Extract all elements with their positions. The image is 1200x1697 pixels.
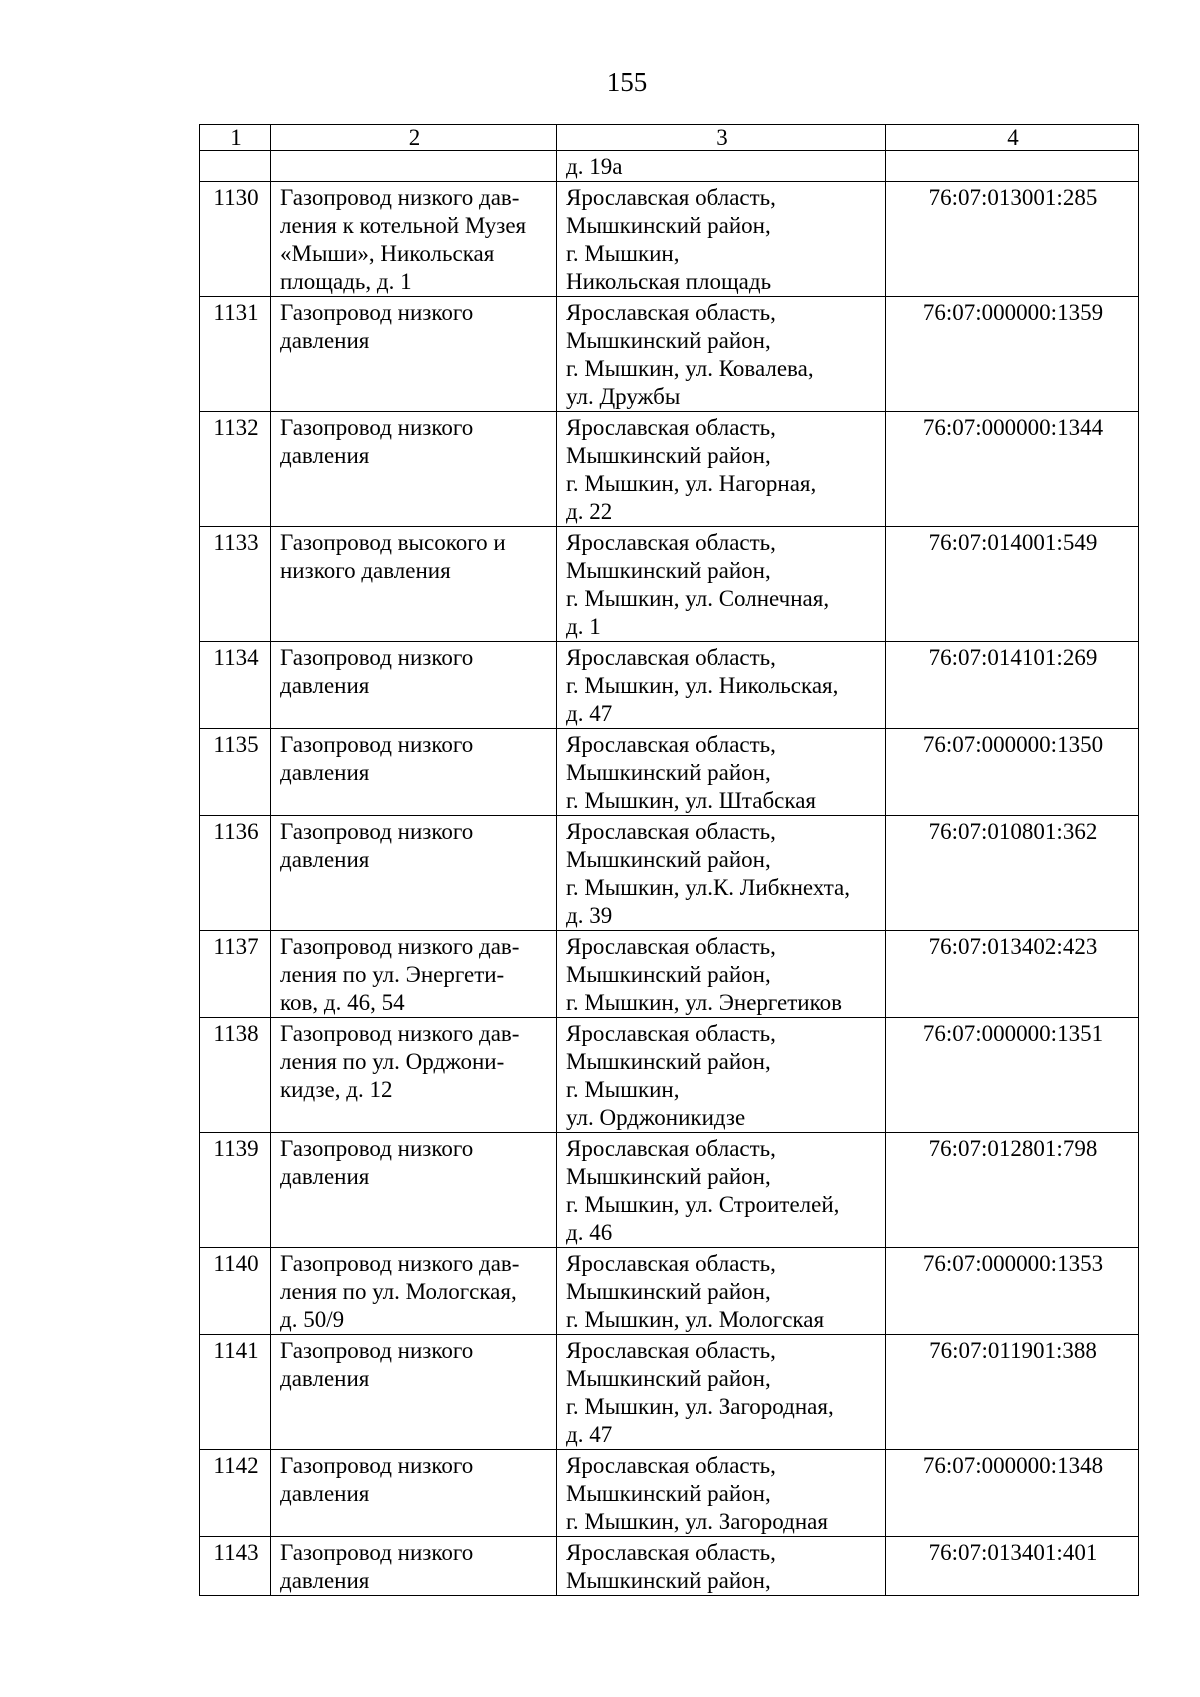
row-number-cell: 1138 (200, 1018, 271, 1133)
address-line: Ярославская область, (566, 1251, 776, 1276)
row-number-cell: 1137 (200, 931, 271, 1018)
address-line: Ярославская область, (566, 819, 776, 844)
address-line: Ярославская область, (566, 185, 776, 210)
object-name-line: площадь, д. 1 (280, 269, 412, 294)
address-cell (557, 729, 886, 816)
cadastral-number-cell: 76:07:014101:269 (886, 642, 1139, 729)
address-line: Мышкинский район, (566, 443, 771, 468)
table-row (200, 1018, 1139, 1133)
cadastral-number-cell: 76:07:010801:362 (886, 816, 1139, 931)
cadastral-number-cell: 76:07:012801:798 (886, 1133, 1139, 1248)
address-line: г. Мышкин, ул. Нагорная, (566, 471, 817, 496)
address-line: д. 22 (566, 499, 613, 524)
table-row (200, 642, 1139, 729)
row-number-cell: 1140 (200, 1248, 271, 1335)
object-name-line: Газопровод низкого (280, 300, 474, 325)
object-name-cell (271, 527, 557, 642)
row-number-cell: 1139 (200, 1133, 271, 1248)
column-number-4: 4 (886, 125, 1139, 151)
address-cell (557, 1248, 886, 1335)
table-row (200, 182, 1139, 297)
address-line: г. Мышкин, ул. Строителей, (566, 1192, 840, 1217)
object-name-line: «Мыши», Никольская (280, 241, 495, 266)
object-name-cell (271, 1537, 557, 1596)
address-line: Мышкинский район, (566, 1481, 771, 1506)
object-name-cell (271, 642, 557, 729)
address-cell (557, 297, 886, 412)
cadastral-number-cell: 76:07:011901:388 (886, 1335, 1139, 1450)
address-line: г. Мышкин, (566, 1077, 680, 1102)
object-name-line: Газопровод низкого (280, 415, 474, 440)
object-name-line: ления к котельной Музея (280, 213, 527, 238)
object-name-cell (271, 151, 557, 182)
object-name-cell (271, 729, 557, 816)
cadastral-number-cell: 76:07:000000:1353 (886, 1248, 1139, 1335)
object-name-line: Газопровод низкого (280, 732, 474, 757)
address-line: Ярославская область, (566, 934, 776, 959)
object-name-line: Газопровод низкого дав- (280, 934, 520, 959)
address-line: д. 47 (566, 701, 613, 726)
address-cell (557, 412, 886, 527)
address-line: д. 46 (566, 1220, 613, 1245)
address-line: д. 19а (566, 154, 623, 179)
address-line: Мышкинский район, (566, 1279, 771, 1304)
object-name-cell (271, 297, 557, 412)
address-line: Мышкинский район, (566, 1568, 771, 1593)
object-name-cell (271, 412, 557, 527)
object-name-line: ков, д. 46, 54 (280, 990, 405, 1015)
address-line: д. 47 (566, 1422, 613, 1447)
object-name-cell (271, 816, 557, 931)
table-row (200, 412, 1139, 527)
object-name-line: Газопровод низкого (280, 1453, 474, 1478)
object-name-line: низкого давления (280, 558, 451, 583)
page-number: 155 (606, 67, 648, 97)
row-number-cell: 1143 (200, 1537, 271, 1596)
object-name-cell (271, 1248, 557, 1335)
cadastral-number-cell: 76:07:013001:285 (886, 182, 1139, 297)
object-name-line: давления (280, 1164, 370, 1189)
address-line: Ярославская область, (566, 300, 776, 325)
address-line: Ярославская область, (566, 415, 776, 440)
object-name-line: Газопровод низкого (280, 1540, 474, 1565)
address-cell (557, 1018, 886, 1133)
row-number-cell: 1142 (200, 1450, 271, 1537)
cadastral-number-cell: 76:07:013401:401 (886, 1537, 1139, 1596)
address-line: Мышкинский район, (566, 847, 771, 872)
address-line: Мышкинский район, (566, 558, 771, 583)
table-row (200, 297, 1139, 412)
address-line: Мышкинский район, (566, 962, 771, 987)
address-line: Мышкинский район, (566, 213, 771, 238)
address-line: г. Мышкин, ул. Энергетиков (566, 990, 842, 1015)
address-line: ул. Дружбы (566, 384, 681, 409)
row-number-cell: 1135 (200, 729, 271, 816)
row-number-cell (200, 151, 271, 182)
object-name-line: давления (280, 1568, 370, 1593)
object-name-line: давления (280, 847, 370, 872)
address-line: ул. Орджоникидзе (566, 1105, 746, 1130)
object-name-line: давления (280, 328, 370, 353)
object-name-cell (271, 182, 557, 297)
address-line: Мышкинский район, (566, 760, 771, 785)
cadastral-number-cell: 76:07:000000:1351 (886, 1018, 1139, 1133)
address-line: Мышкинский район, (566, 1366, 771, 1391)
address-line: Ярославская область, (566, 530, 776, 555)
object-name-line: ления по ул. Энергети- (280, 962, 505, 987)
object-name-line: Газопровод низкого (280, 1338, 474, 1363)
row-number-cell: 1133 (200, 527, 271, 642)
table-row (200, 931, 1139, 1018)
address-cell (557, 1133, 886, 1248)
table-row (200, 729, 1139, 816)
row-number-cell: 1132 (200, 412, 271, 527)
object-name-line: Газопровод низкого дав- (280, 1021, 520, 1046)
row-number-cell: 1134 (200, 642, 271, 729)
column-number-1: 1 (200, 125, 271, 151)
row-number-cell: 1141 (200, 1335, 271, 1450)
object-name-line: ления по ул. Мологская, (280, 1279, 517, 1304)
object-name-line: давления (280, 1366, 370, 1391)
address-cell (557, 151, 886, 182)
table-row (200, 151, 1139, 182)
address-line: Ярославская область, (566, 1021, 776, 1046)
object-name-line: давления (280, 1481, 370, 1506)
object-name-cell (271, 1335, 557, 1450)
address-line: Ярославская область, (566, 732, 776, 757)
address-cell (557, 1537, 886, 1596)
row-number-cell: 1131 (200, 297, 271, 412)
address-line: г. Мышкин, ул. Солнечная, (566, 586, 830, 611)
object-name-line: д. 50/9 (280, 1307, 345, 1332)
address-cell (557, 931, 886, 1018)
cadastral-number-cell: 76:07:014001:549 (886, 527, 1139, 642)
address-line: г. Мышкин, (566, 241, 680, 266)
row-number-cell: 1130 (200, 182, 271, 297)
address-line: Мышкинский район, (566, 328, 771, 353)
address-line: г. Мышкин, ул. Загородная (566, 1509, 828, 1534)
address-line: Ярославская область, (566, 1453, 776, 1478)
address-cell (557, 182, 886, 297)
object-name-line: Газопровод низкого (280, 1136, 474, 1161)
cadastral-number-cell: 76:07:013402:423 (886, 931, 1139, 1018)
address-line: д. 39 (566, 903, 613, 928)
address-line: Ярославская область, (566, 645, 776, 670)
object-name-line: Газопровод высокого и (280, 530, 506, 555)
address-line: г. Мышкин, ул. Никольская, (566, 673, 839, 698)
object-name-cell (271, 1450, 557, 1537)
cadastral-number-cell: 76:07:000000:1359 (886, 297, 1139, 412)
address-line: г. Мышкин, ул. Мологская (566, 1307, 825, 1332)
address-line: Ярославская область, (566, 1540, 776, 1565)
object-name-line: ления по ул. Орджони- (280, 1049, 505, 1074)
column-number-2: 2 (271, 125, 557, 151)
address-line: Никольская площадь (566, 269, 772, 294)
object-name-line: давления (280, 760, 370, 785)
row-number-cell: 1136 (200, 816, 271, 931)
address-line: Ярославская область, (566, 1136, 776, 1161)
object-name-line: Газопровод низкого (280, 819, 474, 844)
object-name-line: давления (280, 673, 370, 698)
table-row (200, 1133, 1139, 1248)
table-row (200, 1450, 1139, 1537)
table-row (200, 1537, 1139, 1596)
object-name-cell (271, 1133, 557, 1248)
address-line: д. 1 (566, 614, 601, 639)
cadastral-number-cell: 76:07:000000:1344 (886, 412, 1139, 527)
cadastral-number-cell (886, 151, 1139, 182)
table-row (200, 527, 1139, 642)
address-cell (557, 1450, 886, 1537)
registry-table-body (200, 125, 1139, 1596)
address-cell (557, 527, 886, 642)
object-name-line: давления (280, 443, 370, 468)
column-number-row (200, 125, 1139, 151)
address-line: г. Мышкин, ул. Ковалева, (566, 356, 814, 381)
table-row (200, 1248, 1139, 1335)
object-name-line: Газопровод низкого (280, 645, 474, 670)
table-row (200, 1335, 1139, 1450)
address-line: г. Мышкин, ул.К. Либкнехта, (566, 875, 851, 900)
address-line: Мышкинский район, (566, 1164, 771, 1189)
table-row (200, 816, 1139, 931)
address-line: Мышкинский район, (566, 1049, 771, 1074)
object-name-line: Газопровод низкого дав- (280, 1251, 520, 1276)
address-line: г. Мышкин, ул. Штабская (566, 788, 816, 813)
object-name-line: Газопровод низкого дав- (280, 185, 520, 210)
column-number-3: 3 (557, 125, 886, 151)
registry-table (199, 124, 1139, 1596)
object-name-cell (271, 1018, 557, 1133)
address-line: г. Мышкин, ул. Загородная, (566, 1394, 834, 1419)
address-cell (557, 642, 886, 729)
object-name-cell (271, 931, 557, 1018)
cadastral-number-cell: 76:07:000000:1348 (886, 1450, 1139, 1537)
address-cell (557, 1335, 886, 1450)
address-line: Ярославская область, (566, 1338, 776, 1363)
address-cell (557, 816, 886, 931)
cadastral-number-cell: 76:07:000000:1350 (886, 729, 1139, 816)
object-name-line: кидзе, д. 12 (280, 1077, 393, 1102)
